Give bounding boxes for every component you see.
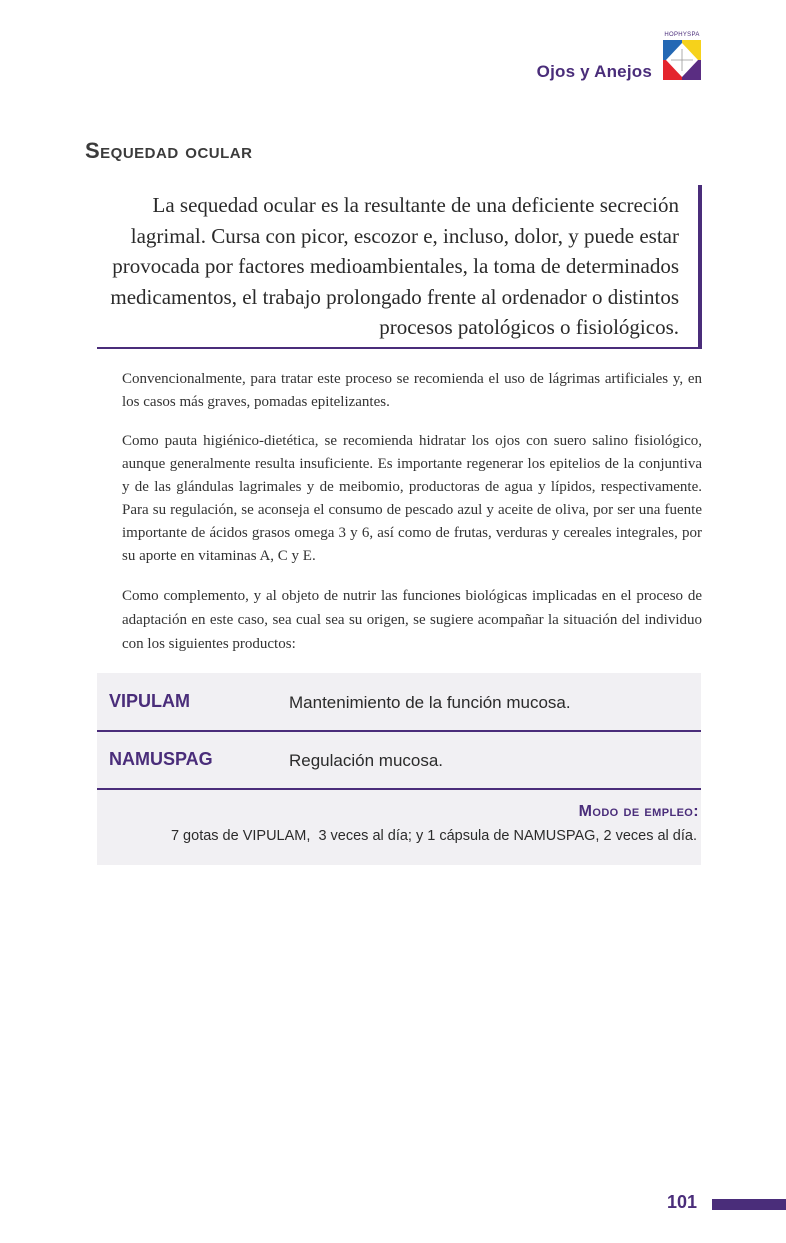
product-description: Mantenimiento de la función mucosa. (289, 693, 571, 712)
intro-text: La sequedad ocular es la resultante de una deficiente secreción lagrimal. Cursa con picor, escozor e, incluso, dolor, y puede estar provocada por factores medioambientales, la toma de determinados medicamentos, el trabajo prolongado frente al ordenador o distintos procesos patológicos o fisiológicos. (110, 193, 679, 339)
product-name: NAMUSPAG (109, 749, 213, 769)
page-number-bar (712, 1199, 786, 1210)
row-divider (97, 788, 701, 790)
usage-text: 7 gotas de VIPULAM, 3 veces al día; y 1 cápsula de NAMUSPAG, 2 veces al día. (170, 828, 697, 844)
product-row (97, 731, 701, 788)
products-box (97, 673, 701, 865)
section-title: Sequedad ocular (85, 138, 253, 163)
hophyspa-logo (662, 32, 702, 82)
logo-text: HOPHYSPA (664, 32, 700, 38)
intro-border-right (698, 185, 702, 348)
paragraph-1: Convencionalmente, para tratar este proceso se recomienda el uso de lágrimas artificiales y, en los casos más graves, pomadas epitelizantes. (122, 371, 702, 410)
product-description: Regulación mucosa. (289, 751, 444, 770)
usage-title: Modo de empleo: (578, 803, 699, 820)
page-number: 101 (667, 1192, 698, 1212)
intro-border-bottom (97, 347, 702, 349)
paragraph-2: Como pauta higiénico-dietética, se recomienda hidratar los ojos con suero salino fisiológico, aunque generalmente resulta insuficiente. Es importante regenerar los epitelios de la conjuntiva y de las glándulas lagrimales y de meibomio, productoras de agua y lípidos, respectivamente. Para su regulación, se aconseja el consumo de pescado azul y aceite de oliva, por ser una fuente importante de ácidos grasos omega 3 y 6, así como de frutas, verduras y cereales integrales, por su aporte en vitaminas A, C y E. (122, 433, 702, 564)
logo-diamond-icon (663, 40, 701, 80)
product-row (97, 673, 701, 730)
chapter-title: Ojos y Anejos (536, 62, 652, 81)
paragraph-3: Como complemento, y al objeto de nutrir las funciones biológicas implicadas en el proceso de adaptación en este caso, sea cual sea su origen, se sugiere acompañar la situación del individuo con los siguientes productos: (122, 588, 702, 652)
product-name: VIPULAM (109, 691, 190, 711)
